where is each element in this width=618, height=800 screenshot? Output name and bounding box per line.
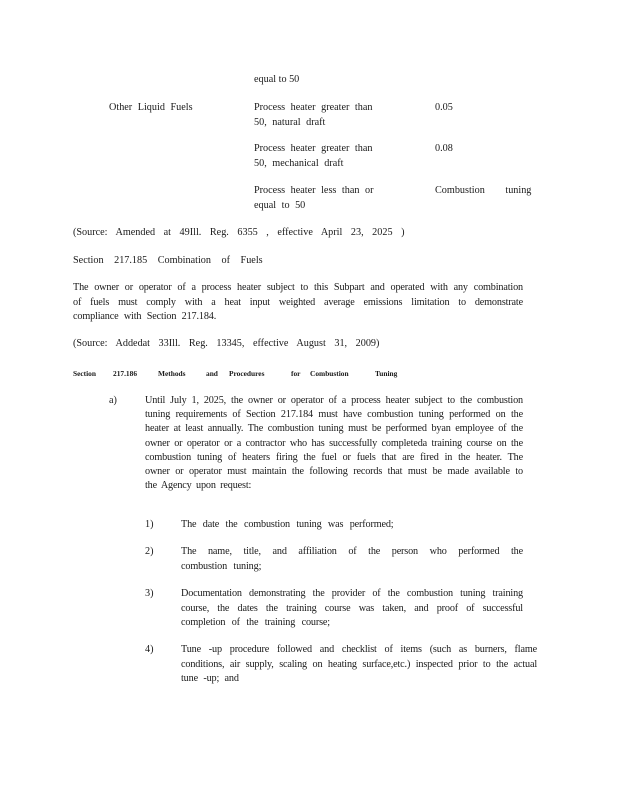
list-item-number: 1) (145, 519, 154, 530)
heading-word: for (291, 369, 301, 378)
table-cell-category: Process heater less than or equal to 50 (254, 185, 374, 211)
heading-word: 217.186 (113, 369, 138, 378)
list-item-number: 3) (145, 588, 154, 599)
item-label: a) (109, 395, 117, 406)
section-heading: Section 217.185 Combination of Fuels (73, 255, 263, 266)
item-text: Until July 1, 2025, the owner or operator of a process heater subject to the combustion tuning requirements of Section 217.184 must have combustion tuning performed on the heater at least annually. The combustion tuning must be performed byan employee of the owner or operator or a contractor who has successfully completeda training course on the combustion tuning of heaters firing the fuel or fuels that are fired in the heater. The owner or operator must maintain the following records that must be made available to the Agency upon request: (145, 395, 523, 492)
table-cell-category: Process heater greater than 50, natural draft (254, 102, 373, 128)
table-cell-limit: Combustion tuning (435, 185, 532, 196)
source-note: (Source: Amended at 49Ill. Reg. 6355 , effective April 23, 2025 ) (73, 227, 405, 238)
source-note: (Source: Addedat 33Ill. Reg. 13345, effective August 31, 2009) (73, 338, 380, 349)
heading-word: Section (73, 369, 96, 378)
list-item-number: 4) (145, 644, 154, 655)
heading-word: and (206, 369, 218, 378)
table-cell-fuel: Other Liquid Fuels (109, 102, 193, 113)
list-item-number: 2) (145, 546, 154, 557)
list-item-text: Documentation demonstrating the provider of the combustion tuning training course, the dates the training course was taken, and proof of successful completion of the training course; (181, 588, 523, 628)
list-item-text: The name, title, and affiliation of the person who performed the combustion tuning; (181, 546, 523, 572)
list-item-text: Tune -up procedure followed and checklist of items (such as burners, flame conditions, air supply, scaling on heating surface,etc.) inspected prior to the actual tune -up; and (181, 644, 537, 684)
heading-word: Procedures (229, 369, 265, 378)
heading-word: Combustion (310, 369, 349, 378)
table-cell-category-continued: equal to 50 (254, 74, 300, 85)
section-body: The owner or operator of a process heater subject to this Subpart and operated with any combination of fuels must comply with a heat input weighted average emissions limitation to demonstrate compliance with Section 217.184. (73, 282, 523, 322)
heading-word: Methods (158, 369, 186, 378)
table-cell-category: Process heater greater than 50, mechanical draft (254, 143, 373, 169)
table-cell-limit: 0.05 (435, 102, 453, 113)
table-cell-limit: 0.08 (435, 143, 453, 154)
list-item-text: The date the combustion tuning was performed; (181, 519, 394, 530)
heading-word: Tuning (375, 369, 398, 378)
